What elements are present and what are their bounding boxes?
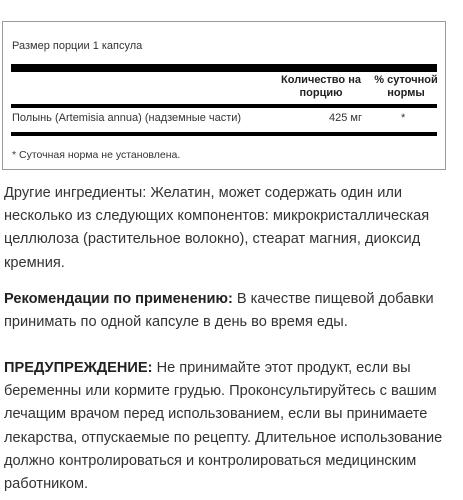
column-header-amount: Количество на порцию <box>281 74 361 99</box>
directions-label: Рекомендации по применению: <box>4 291 233 307</box>
ingredient-amount: 425 мг <box>329 112 362 124</box>
thick-divider <box>11 64 437 72</box>
ingredient-name: Полынь (Artemisia annua) (надземные части) <box>12 112 242 124</box>
serving-size: Размер порции 1 капсула <box>12 40 143 52</box>
directions-paragraph <box>4 288 459 334</box>
bottom-divider <box>11 132 437 136</box>
supplement-facts-table <box>2 21 446 170</box>
ingredient-daily-value: * <box>401 112 406 124</box>
header-divider <box>11 104 437 108</box>
other-ingredients-paragraph <box>4 182 459 275</box>
column-header-daily-value: % суточной нормы <box>374 74 438 99</box>
footnote: * Суточная норма не установлена. <box>12 149 181 161</box>
other-ingredients-text: Другие ингредиенты: Желатин, может содержать один или несколько из следующих компонентов: микрокристаллическая целлюлоза (растительное волокно), стеарат магния, диоксид кремния. <box>4 185 430 271</box>
warning-text: Не принимайте этот продукт, если вы беременны или кормите грудью. Проконсультируйтесь с вашим лечащим врачом перед использованием, если вы принимаете лекарства, отпускаемые по рецепту. Длительное использование должно контролироваться и контролироваться медицинским работником. <box>4 360 443 493</box>
warning-paragraph <box>4 357 459 496</box>
warning-label: ПРЕДУПРЕЖДЕНИЕ: <box>4 360 153 376</box>
directions-text: В качестве пищевой добавки принимать по одной капсуле в день во время еды. <box>4 291 434 331</box>
